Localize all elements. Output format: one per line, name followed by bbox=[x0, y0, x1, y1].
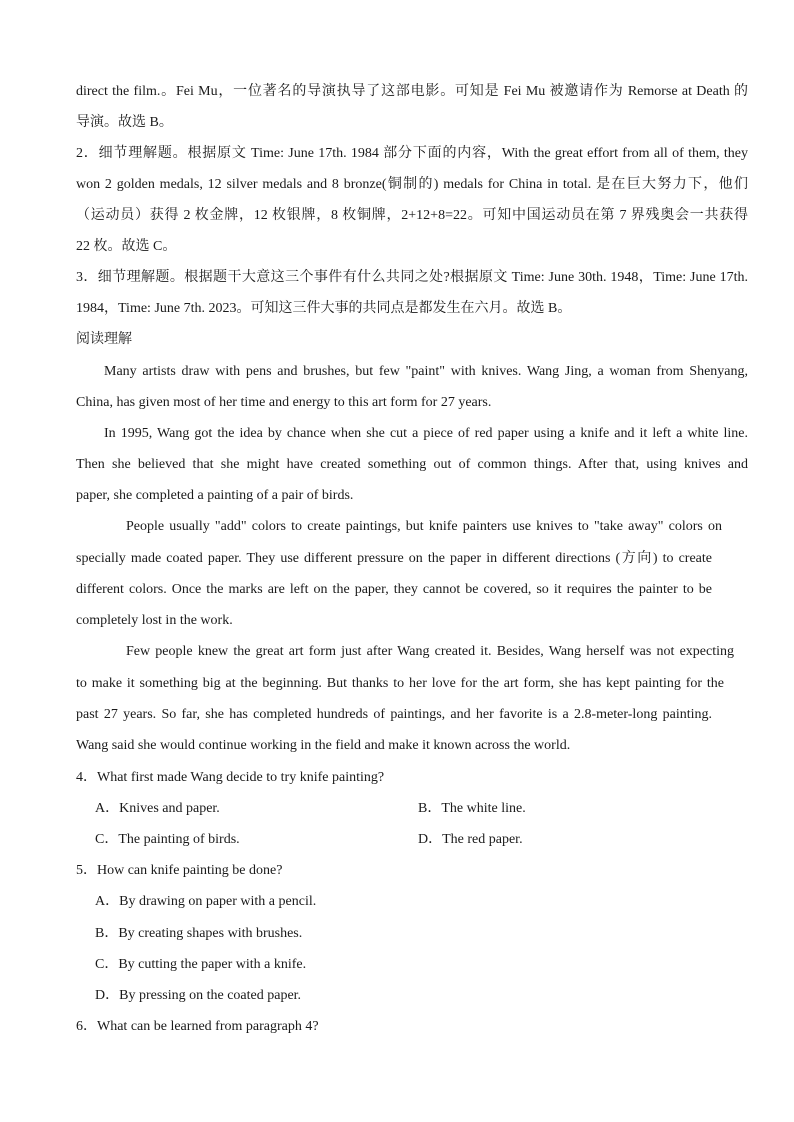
passage-p2-line-3: paper, she completed a painting of a pair of birds. bbox=[76, 488, 354, 503]
question-4-option-d: D．The red paper. bbox=[418, 832, 523, 847]
question-5-option-d: D．By pressing on the coated paper. bbox=[95, 988, 302, 1003]
answer-1-line-2: 导演。故选 B。 bbox=[76, 115, 173, 130]
passage-p4-line-1: Few people knew the great art form just after Wang created it. Besides, Wang herself was not expecting bbox=[126, 644, 734, 659]
question-4-option-b: B．The white line. bbox=[418, 801, 526, 816]
passage-p4-line-2: to make it something big at the beginning. But thanks to her love for the art form, she has kept painting for the bbox=[76, 676, 724, 691]
answer-3-line-1: 3．细节理解题。根据题干大意这三个事件有什么共同之处?根据原文 Time: June 30th. 1948，Time: June 17th. bbox=[76, 270, 748, 285]
passage-p2-line-2: Then she believed that she might have created something out of common things. After that, using knives and bbox=[76, 457, 748, 472]
question-6-stem: 6．What can be learned from paragraph 4? bbox=[76, 1019, 319, 1034]
question-5-option-b: B．By creating shapes with brushes. bbox=[95, 926, 303, 941]
answer-2-line-2: won 2 golden medals, 12 silver medals and 8 bronze(铜制的) medals for China in total. 是在巨大努力下，他们 bbox=[76, 177, 748, 192]
passage-p4-line-3: past 27 years. So far, she has completed hundreds of paintings, and her favorite is a 2.8-meter-long painting. bbox=[76, 707, 712, 722]
answer-3-line-2: 1984，Time: June 7th. 2023。可知这三件大事的共同点是都发生在六月。故选 B。 bbox=[76, 301, 572, 316]
answer-2-line-1: 2．细节理解题。根据原文 Time: June 17th. 1984 部分下面的内容，With the great effort from all of them, they bbox=[76, 146, 748, 161]
section-title: 阅读理解 bbox=[76, 332, 132, 347]
question-4-stem: 4．What first made Wang decide to try knife painting? bbox=[76, 770, 385, 785]
question-4-option-c: C．The painting of birds. bbox=[95, 832, 240, 847]
passage-p4-line-4: Wang said she would continue working in the field and make it known across the world. bbox=[76, 738, 571, 753]
question-4-option-a: A．Knives and paper. bbox=[95, 801, 220, 816]
question-5-stem: 5．How can knife painting be done? bbox=[76, 863, 283, 878]
passage-p2-line-1: In 1995, Wang got the idea by chance when she cut a piece of red paper using a knife and it left a white line. bbox=[104, 426, 748, 441]
question-5-option-c: C．By cutting the paper with a knife. bbox=[95, 957, 307, 972]
passage-p1-line-2: China, has given most of her time and energy to this art form for 27 years. bbox=[76, 395, 492, 410]
answer-2-line-4: 22 枚。故选 C。 bbox=[76, 239, 177, 254]
passage-p3-line-4: completely lost in the work. bbox=[76, 613, 233, 628]
passage-p3-line-1: People usually "add" colors to create paintings, but knife painters use knives to "take away" colors on bbox=[126, 519, 722, 534]
question-5-option-a: A．By drawing on paper with a pencil. bbox=[95, 894, 317, 909]
passage-p3-line-3: different colors. Once the marks are left on the paper, they cannot be covered, so it requires the painter to be bbox=[76, 582, 712, 597]
passage-p3-line-2: specially made coated paper. They use different pressure on the paper in different directions (方向) to create bbox=[76, 551, 712, 566]
answer-1-line-1: direct the film.。Fei Mu，一位著名的导演执导了这部电影。可知是 Fei Mu 被邀请作为 Remorse at Death 的 bbox=[76, 84, 748, 99]
answer-2-line-3: （运动员）获得 2 枚金牌，12 枚银牌，8 枚铜牌，2+12+8=22。可知中国运动员在第 7 界残奥会一共获得 bbox=[76, 208, 748, 223]
passage-p1-line-1: Many artists draw with pens and brushes, but few "paint" with knives. Wang Jing, a woman from Shenyang, bbox=[104, 364, 748, 379]
